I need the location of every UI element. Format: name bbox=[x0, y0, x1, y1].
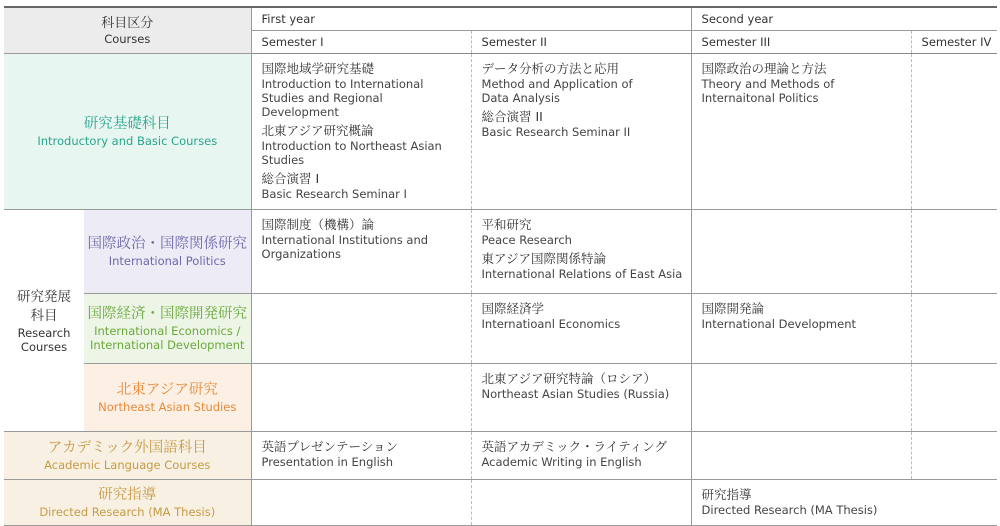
basic-semester-4 bbox=[911, 54, 997, 210]
category-research-ja-2: 科目 bbox=[30, 307, 58, 324]
northeast-semester-2 bbox=[471, 364, 691, 432]
course-title-en: Peace Research bbox=[481, 233, 572, 247]
category-basic-en: Introductory and Basic Courses bbox=[37, 134, 218, 148]
course-title-en: Directed Research (MA Thesis) bbox=[701, 503, 878, 517]
language-semester-4 bbox=[911, 432, 997, 480]
course-title: 英語アカデミック・ライティング bbox=[481, 439, 668, 454]
header-first-year: First year bbox=[251, 7, 691, 31]
northeast-semester-4 bbox=[911, 364, 997, 432]
course-title: 研究指導 bbox=[701, 487, 752, 502]
header-category bbox=[4, 7, 251, 54]
language-semester-3 bbox=[691, 432, 911, 480]
course-title-en: International Institutions and Organizations bbox=[261, 233, 429, 261]
category-economics-en-1: International Economics / bbox=[94, 324, 241, 338]
course-title: データ分析の方法と応用 bbox=[481, 61, 620, 76]
language-semester-1 bbox=[251, 432, 471, 480]
header-second-year: Second year bbox=[691, 7, 997, 31]
category-research-ja-1: 研究発展 bbox=[17, 288, 71, 305]
category-thesis bbox=[4, 480, 251, 526]
course-title-en: International Development bbox=[701, 317, 857, 331]
category-thesis-ja: 研究指導 bbox=[98, 487, 157, 503]
category-economics-en-2: International Development bbox=[90, 338, 245, 352]
language-semester-2 bbox=[471, 432, 691, 480]
basic-semester-3 bbox=[691, 54, 911, 210]
northeast-semester-3 bbox=[691, 364, 911, 432]
politics-semester-4 bbox=[911, 210, 997, 294]
course-title: 平和研究 bbox=[481, 217, 532, 232]
basic-semester-1 bbox=[251, 54, 471, 210]
economics-semester-4 bbox=[911, 294, 997, 364]
category-economics bbox=[84, 294, 251, 364]
course-title: 国際経済学 bbox=[481, 301, 545, 316]
category-northeast-en: Northeast Asian Studies bbox=[98, 400, 237, 414]
politics-semester-3 bbox=[691, 210, 911, 294]
course-title: 東アジア国際関係特論 bbox=[481, 251, 607, 266]
category-research-en-1: Research bbox=[17, 325, 71, 340]
politics-semester-1 bbox=[251, 210, 471, 294]
course-title-en: Introduction to Northeast Asian Studies bbox=[261, 139, 442, 167]
header-semester-1: Semester I bbox=[251, 31, 471, 54]
economics-semester-3 bbox=[691, 294, 911, 364]
category-politics-ja: 国際政治・国際関係研究 bbox=[87, 236, 247, 252]
category-northeast-ja: 北東アジア研究 bbox=[116, 382, 218, 398]
course-title: 総合演習 I bbox=[261, 171, 320, 186]
course-title-en: Presentation in English bbox=[261, 455, 394, 469]
category-politics bbox=[84, 210, 251, 294]
thesis-semester-2 bbox=[471, 480, 691, 526]
category-research bbox=[4, 210, 84, 432]
course-title: 国際地域学研究基礎 bbox=[261, 61, 375, 76]
category-northeast bbox=[84, 364, 251, 432]
economics-semester-2 bbox=[471, 294, 691, 364]
thesis-semester-3-4 bbox=[691, 480, 997, 526]
thesis-semester-1 bbox=[251, 480, 471, 526]
course-title-en: Internatioanl Economics bbox=[481, 317, 621, 331]
course-title: 国際制度（機構）論 bbox=[261, 217, 375, 232]
category-language bbox=[4, 432, 251, 480]
course-title-en: Academic Writing in English bbox=[481, 455, 642, 469]
header-semester-2: Semester II bbox=[471, 31, 691, 54]
course-title-en: Theory and Methods of Internaitonal Politics bbox=[701, 77, 835, 105]
northeast-semester-1 bbox=[251, 364, 471, 432]
course-title: 北東アジア研究特論（ロシア） bbox=[481, 371, 657, 386]
curriculum-table bbox=[4, 6, 997, 526]
category-language-en: Academic Language Courses bbox=[44, 458, 211, 472]
header-category-en: Courses bbox=[104, 31, 151, 46]
course-title: 北東アジア研究概論 bbox=[261, 123, 374, 138]
course-title-en: Basic Research Seminar I bbox=[261, 187, 407, 201]
course-title-en: International Relations of East Asia bbox=[481, 267, 683, 281]
course-title-en: Northeast Asian Studies (Russia) bbox=[481, 387, 670, 401]
course-title: 総合演習 II bbox=[481, 109, 543, 124]
basic-semester-2 bbox=[471, 54, 691, 210]
course-title-en: Basic Research Seminar II bbox=[481, 125, 631, 139]
header-semester-4: Semester IV bbox=[911, 31, 997, 54]
category-politics-en: International Politics bbox=[108, 254, 226, 268]
course-title: 英語プレゼンテーション bbox=[261, 439, 399, 454]
course-title-en: Introduction to International Studies and Regional Development bbox=[261, 77, 424, 119]
course-title: 国際開発論 bbox=[701, 301, 765, 316]
header-category-ja: 科目区分 bbox=[101, 15, 154, 31]
header-semester-3: Semester III bbox=[691, 31, 911, 54]
category-basic bbox=[4, 54, 251, 210]
economics-semester-1 bbox=[251, 294, 471, 364]
category-thesis-en: Directed Research (MA Thesis) bbox=[39, 505, 216, 519]
category-basic-ja: 研究基礎科目 bbox=[83, 116, 171, 132]
politics-semester-2 bbox=[471, 210, 691, 294]
category-economics-ja: 国際経済・国際開発研究 bbox=[87, 306, 247, 322]
course-title-en: Method and Application of Data Analysis bbox=[481, 77, 633, 105]
course-title: 国際政治の理論と方法 bbox=[701, 61, 827, 76]
category-language-ja: アカデミック外国語科目 bbox=[47, 440, 207, 456]
category-research-en-2: Courses bbox=[20, 339, 68, 354]
